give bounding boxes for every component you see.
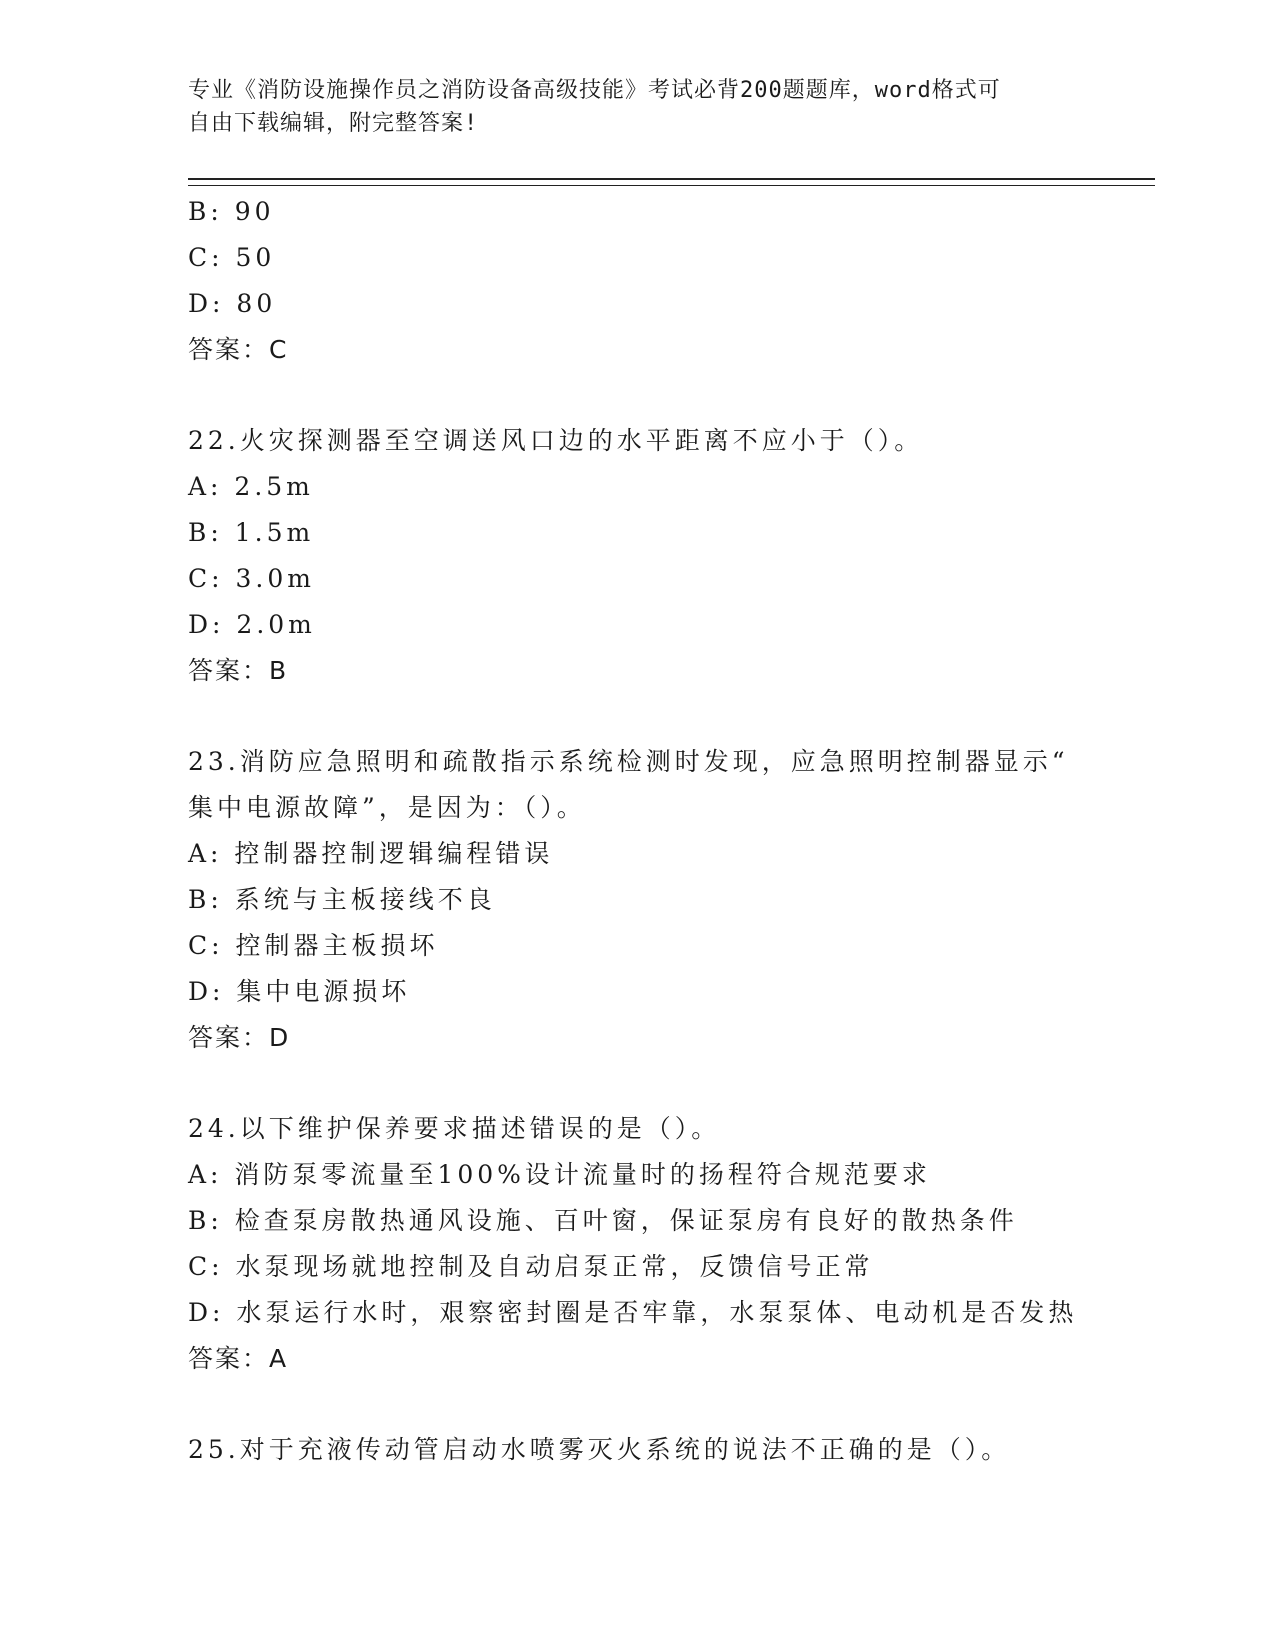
option-b: B: 系统与主板接线不良	[188, 885, 496, 914]
document-body	[188, 189, 1088, 1473]
question-title-line-1: 23.消防应急照明和疏散指示系统检测时发现，应急照明控制器显示“	[188, 747, 1069, 776]
option-d: D: 80	[188, 289, 277, 318]
answer-label: 答案：A	[188, 1344, 289, 1373]
option-c: C: 控制器主板损坏	[188, 931, 439, 960]
question-22	[188, 418, 1088, 694]
question-23	[188, 739, 1088, 1061]
answer-label: 答案：C	[188, 335, 289, 364]
option-c: C: 3.0m	[188, 564, 315, 593]
option-a: A: 消防泵零流量至100%设计流量时的扬程符合规范要求	[188, 1160, 931, 1189]
document-header	[188, 74, 1088, 140]
question-title: 25.对于充液传动管启动水喷雾灭火系统的说法不正确的是（）。	[188, 1435, 1011, 1464]
question-25	[188, 1427, 1088, 1473]
question-title: 22.火灾探测器至空调送风口边的水平距离不应小于（）。	[188, 426, 924, 455]
option-b: B: 1.5m	[188, 518, 315, 547]
spacer	[188, 1382, 1088, 1427]
option-c: C: 50	[188, 243, 276, 272]
answer-label: 答案：D	[188, 1023, 291, 1052]
option-d: D: 2.0m	[188, 610, 316, 639]
option-b: B: 90	[188, 197, 275, 226]
spacer	[188, 373, 1088, 418]
header-divider	[188, 178, 1155, 186]
option-a: A: 2.5m	[188, 472, 314, 501]
header-line-1: 专业《消防设施操作员之消防设备高级技能》考试必背200题题库，word格式可	[188, 78, 1001, 103]
answer-label: 答案：B	[188, 656, 289, 685]
spacer	[188, 694, 1088, 739]
header-line-2: 自由下载编辑，附完整答案!	[188, 111, 479, 136]
question-21	[188, 189, 1088, 373]
option-c: C: 水泵现场就地控制及自动启泵正常，反馈信号正常	[188, 1252, 874, 1281]
option-a: A: 控制器控制逻辑编程错误	[188, 839, 554, 868]
question-24	[188, 1106, 1088, 1382]
spacer	[188, 1061, 1088, 1106]
option-d: D: 水泵运行水时，艰察密封圈是否牢靠，水泵泵体、电动机是否发热	[188, 1298, 1078, 1327]
option-d: D: 集中电源损坏	[188, 977, 411, 1006]
question-title: 24.以下维护保养要求描述错误的是（）。	[188, 1114, 721, 1143]
option-b: B: 检查泵房散热通风设施、百叶窗，保证泵房有良好的散热条件	[188, 1206, 1018, 1235]
question-title-line-2: 集中电源故障”，是因为：（）。	[188, 793, 586, 822]
